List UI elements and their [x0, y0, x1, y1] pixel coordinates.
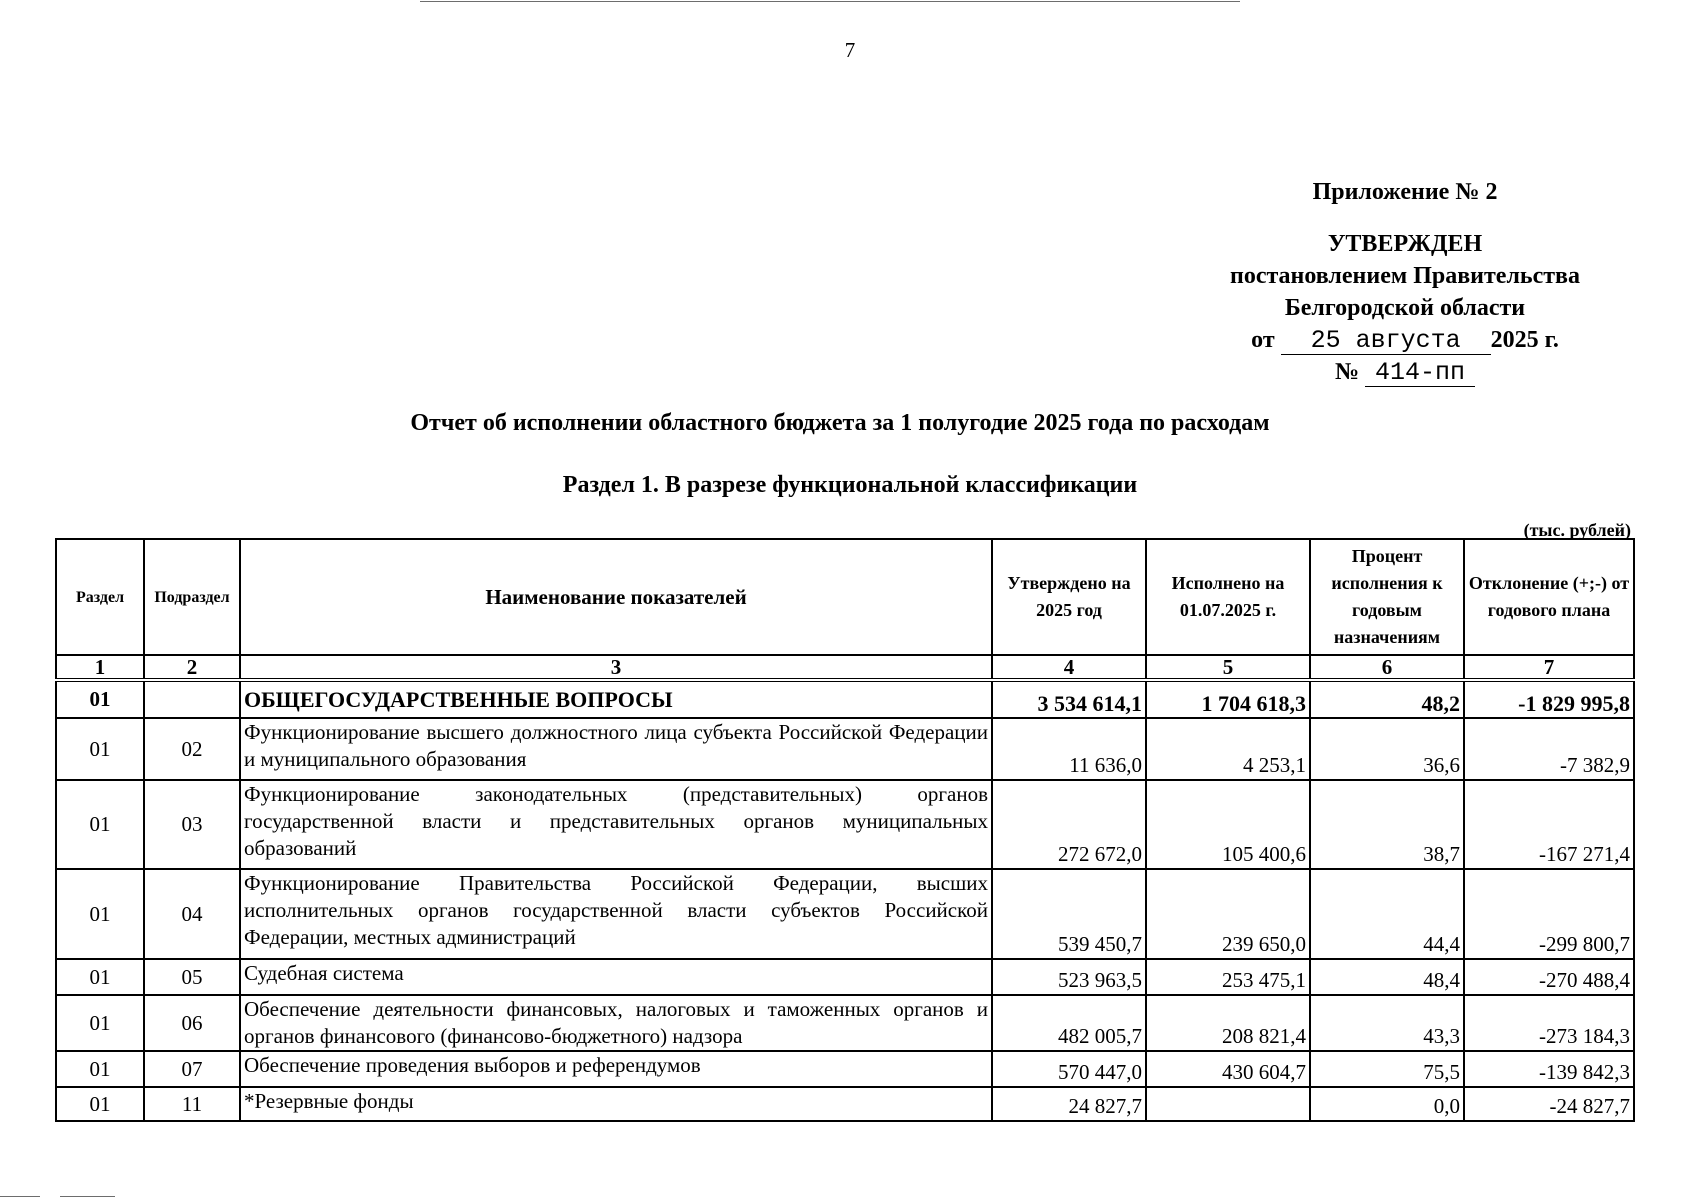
approval-block	[1180, 176, 1630, 388]
name-cell: ОБЩЕГОСУДАРСТВЕННЫЕ ВОПРОСЫ	[240, 680, 992, 718]
percent-cell: 44,4	[1310, 869, 1464, 959]
deviation-cell: -273 184,3	[1464, 995, 1634, 1051]
podrazdel-cell: 11	[144, 1087, 240, 1121]
column-number: 6	[1310, 655, 1464, 680]
unit-label: (тыс. рублей)	[1523, 520, 1631, 540]
table-row	[56, 780, 1634, 869]
approved-cell: 3 534 614,1	[992, 680, 1146, 718]
approved-cell: 570 447,0	[992, 1051, 1146, 1087]
table-header-row	[56, 539, 1634, 655]
page-number: 7	[844, 38, 856, 62]
header-percent: Процент исполнения к годовым назначениям	[1310, 539, 1464, 655]
percent-cell: 38,7	[1310, 780, 1464, 869]
table-row	[56, 718, 1634, 780]
section-title: Раздел 1. В разрезе функциональной классификации	[562, 472, 1138, 498]
header-deviation: Отклонение (+;-) от годового плана	[1464, 539, 1634, 655]
deviation-cell: -139 842,3	[1464, 1051, 1634, 1087]
table-row-section-total	[56, 680, 1634, 718]
razdel-cell: 01	[56, 1051, 144, 1087]
approved-cell: 482 005,7	[992, 995, 1146, 1051]
executed-cell: 208 821,4	[1146, 995, 1310, 1051]
approved-label: УТВЕРЖДЕН	[1327, 231, 1483, 257]
razdel-cell: 01	[56, 780, 144, 869]
podrazdel-cell: 05	[144, 959, 240, 995]
table-row	[56, 869, 1634, 959]
percent-cell: 48,4	[1310, 959, 1464, 995]
podrazdel-cell: 04	[144, 869, 240, 959]
approved-cell: 539 450,7	[992, 869, 1146, 959]
name-cell: Функционирование законодательных (представительных) органов государственной власти и представительных органов муниципальных образований	[240, 780, 992, 869]
column-number: 3	[240, 655, 992, 680]
header-name: Наименование показателей	[240, 539, 992, 655]
deviation-cell: -7 382,9	[1464, 718, 1634, 780]
document-number: 414-пп	[1365, 360, 1475, 387]
scan-edge-top	[420, 1, 1240, 2]
column-number: 2	[144, 655, 240, 680]
number-prefix: №	[1334, 359, 1360, 385]
date-prefix: от	[1251, 327, 1275, 353]
column-number-row	[56, 655, 1634, 680]
deviation-cell: -24 827,7	[1464, 1087, 1634, 1121]
razdel-cell: 01	[56, 1087, 144, 1121]
name-cell: *Резервные фонды	[240, 1087, 992, 1121]
column-number: 4	[992, 655, 1146, 680]
executed-cell: 430 604,7	[1146, 1051, 1310, 1087]
executed-cell: 105 400,6	[1146, 780, 1310, 869]
executed-cell: 4 253,1	[1146, 718, 1310, 780]
podrazdel-cell: 07	[144, 1051, 240, 1087]
percent-cell: 0,0	[1310, 1087, 1464, 1121]
percent-cell: 48,2	[1310, 680, 1464, 718]
expenditure-table	[55, 538, 1635, 1122]
scan-edge-bottom-left	[0, 1196, 40, 1197]
deviation-cell: -270 488,4	[1464, 959, 1634, 995]
percent-cell: 43,3	[1310, 995, 1464, 1051]
column-number: 5	[1146, 655, 1310, 680]
podrazdel-cell: 03	[144, 780, 240, 869]
header-executed: Исполнено на 01.07.2025 г.	[1146, 539, 1310, 655]
deviation-cell: -1 829 995,8	[1464, 680, 1634, 718]
podrazdel-cell	[144, 680, 240, 718]
razdel-cell: 01	[56, 869, 144, 959]
table-row	[56, 959, 1634, 995]
deviation-cell: -299 800,7	[1464, 869, 1634, 959]
percent-cell: 75,5	[1310, 1051, 1464, 1087]
header-approved: Утверждено на 2025 год	[992, 539, 1146, 655]
executed-cell: 253 475,1	[1146, 959, 1310, 995]
approval-line-1: постановлением Правительства	[1229, 263, 1580, 289]
approval-number-line	[1180, 356, 1630, 388]
name-cell: Функционирование высшего должностного лица субъекта Российской Федерации и муниципального образования	[240, 718, 992, 780]
approved-cell: 24 827,7	[992, 1087, 1146, 1121]
name-cell: Судебная система	[240, 959, 992, 995]
approval-date-line	[1180, 324, 1630, 356]
razdel-cell: 01	[56, 959, 144, 995]
podrazdel-cell: 06	[144, 995, 240, 1051]
column-number: 1	[56, 655, 144, 680]
scan-edge-bottom-left-2	[60, 1196, 115, 1197]
approved-cell: 11 636,0	[992, 718, 1146, 780]
header-podrazdel: Подраздел	[144, 539, 240, 655]
header-razdel: Раздел	[56, 539, 144, 655]
razdel-cell: 01	[56, 680, 144, 718]
razdel-cell: 01	[56, 995, 144, 1051]
approved-cell: 272 672,0	[992, 780, 1146, 869]
executed-cell: 239 650,0	[1146, 869, 1310, 959]
approved-cell: 523 963,5	[992, 959, 1146, 995]
table-row	[56, 995, 1634, 1051]
name-cell: Обеспечение проведения выборов и референдумов	[240, 1051, 992, 1087]
podrazdel-cell: 02	[144, 718, 240, 780]
name-cell: Функционирование Правительства Российской Федерации, высших исполнительных органов государственной власти субъектов Российской Федерации, местных администраций	[240, 869, 992, 959]
report-title: Отчет об исполнении областного бюджета за 1 полугодие 2025 года по расходам	[410, 410, 1270, 436]
table-row	[56, 1087, 1634, 1121]
date-value: 25 августа	[1281, 328, 1491, 355]
annex-label: Приложение № 2	[1312, 179, 1498, 205]
deviation-cell: -167 271,4	[1464, 780, 1634, 869]
percent-cell: 36,6	[1310, 718, 1464, 780]
approval-line-2: Белгородской области	[1284, 295, 1526, 321]
date-year: 2025 г.	[1490, 327, 1559, 353]
column-number: 7	[1464, 655, 1634, 680]
razdel-cell: 01	[56, 718, 144, 780]
name-cell: Обеспечение деятельности финансовых, налоговых и таможенных органов и органов финансового (финансово-бюджетного) надзора	[240, 995, 992, 1051]
executed-cell	[1146, 1087, 1310, 1121]
table-row	[56, 1051, 1634, 1087]
executed-cell: 1 704 618,3	[1146, 680, 1310, 718]
